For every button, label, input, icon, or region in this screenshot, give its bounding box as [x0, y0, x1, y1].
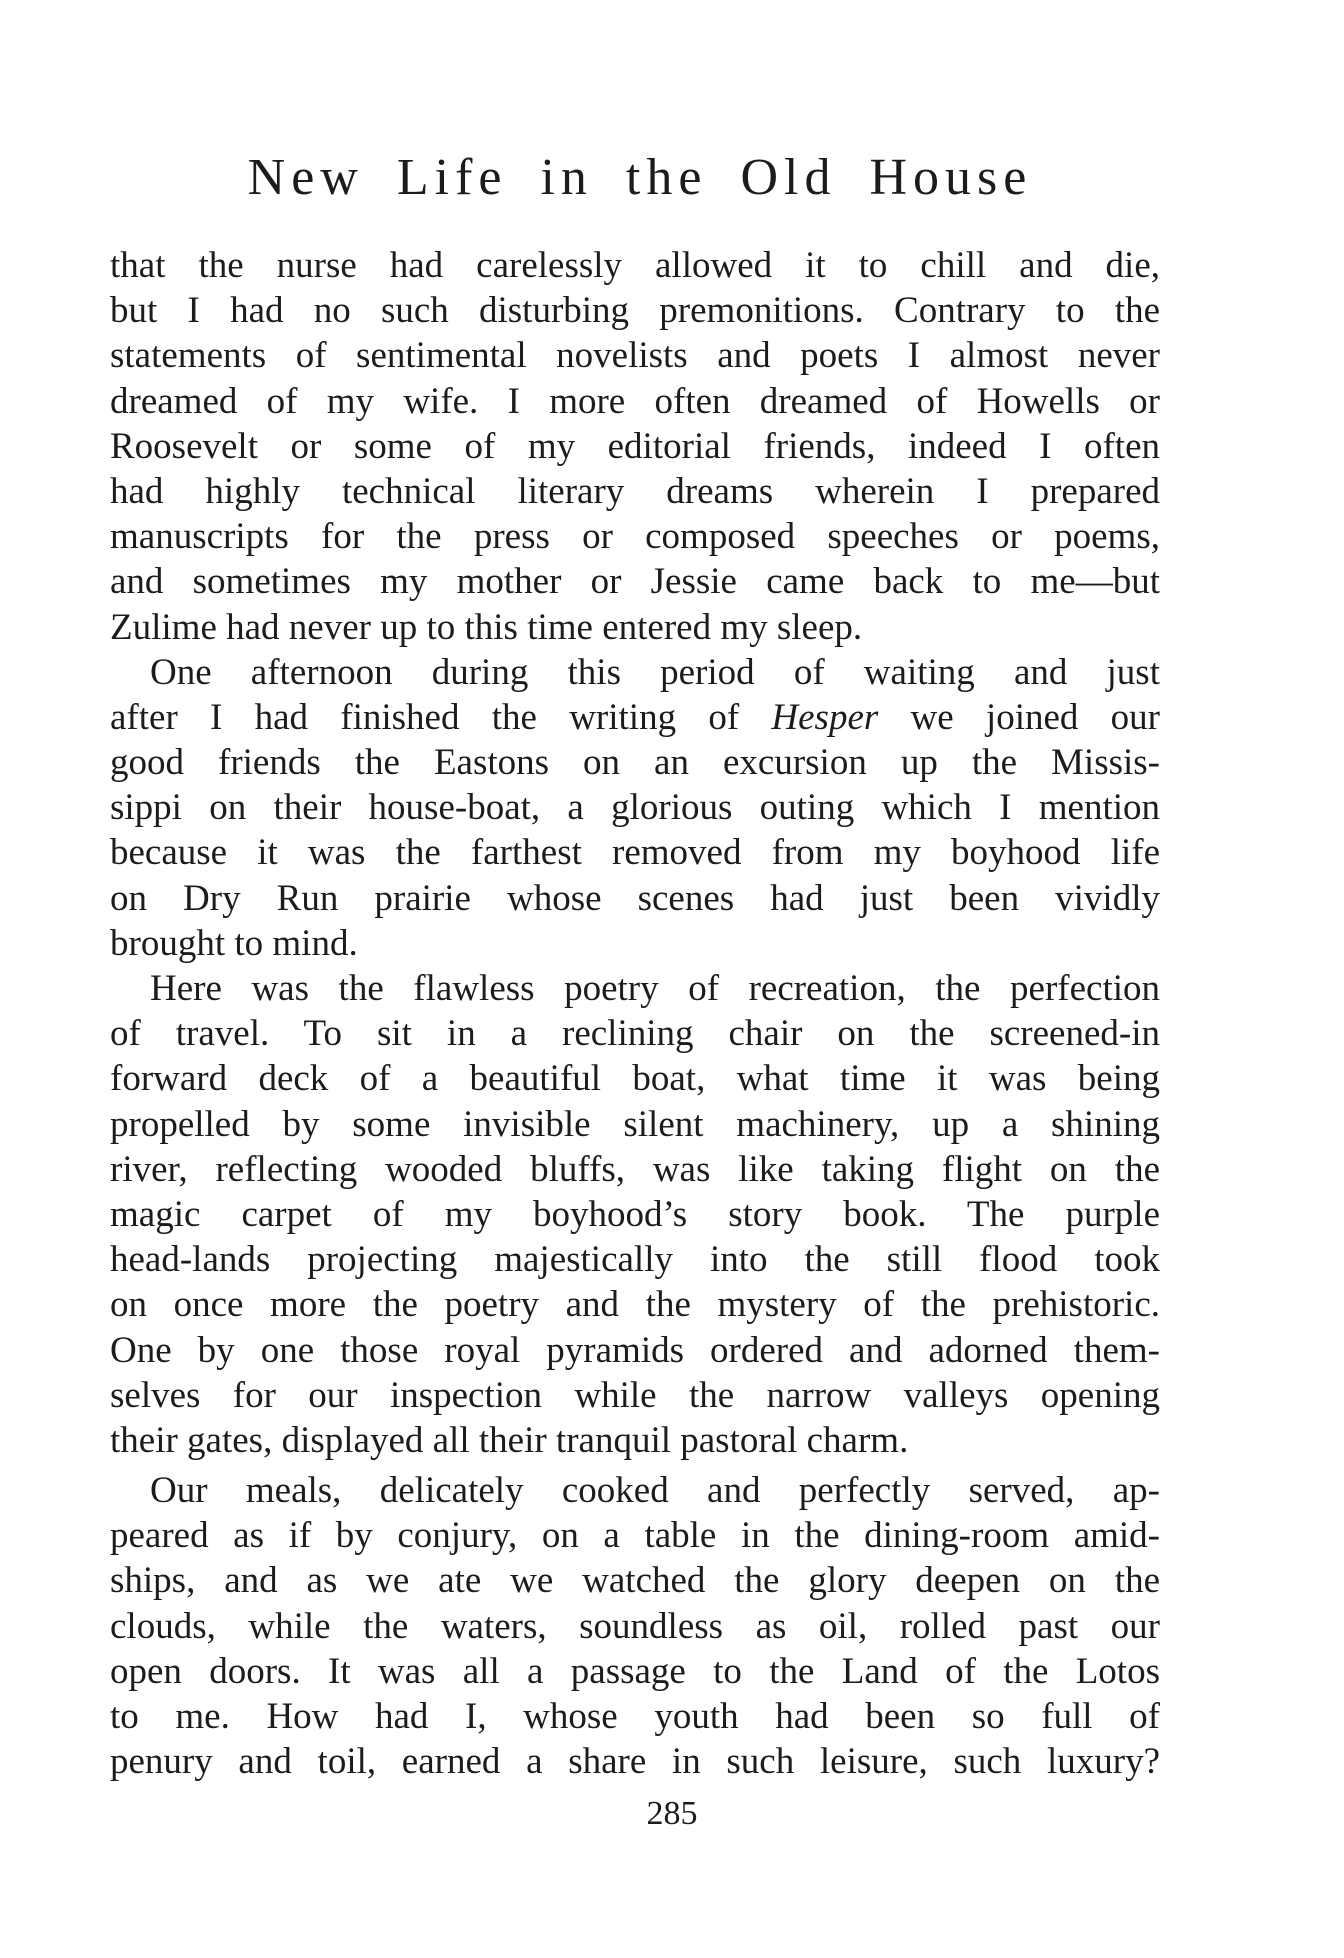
text-line: statements of sentimental novelists and poets I almost never	[110, 335, 1160, 377]
text-line: their gates, displayed all their tranquil pastoral charm.	[110, 1419, 909, 1461]
text-line: Roosevelt or some of my editorial friends, indeed I often	[110, 425, 1160, 467]
text-line: penury and toil, earned a share in such leisure, such luxury?	[110, 1741, 1160, 1783]
text-line: clouds, while the waters, soundless as oil, rolled past our	[110, 1605, 1160, 1647]
text-fragment: we joined our	[878, 696, 1160, 738]
text-line: sippi on their house-boat, a glorious outing which I mention	[110, 787, 1160, 829]
book-title-hesper: Hesper	[771, 696, 879, 738]
text-line: and sometimes my mother or Jessie came back to me—but	[110, 561, 1160, 603]
body-text	[110, 243, 1160, 1784]
text-line: forward deck of a beautiful boat, what time it was being	[110, 1058, 1160, 1100]
text-line: brought to mind.	[110, 922, 358, 964]
text-line: had highly technical literary dreams wherein I prepared	[110, 470, 1160, 512]
paragraph-1	[110, 243, 1160, 650]
text-line: Here was the flawless poetry of recreation, the perfection	[150, 968, 1160, 1009]
text-line: river, reflecting wooded bluffs, was like taking flight on the	[110, 1148, 1160, 1190]
text-line: of travel. To sit in a reclining chair on the screened-in	[110, 1013, 1160, 1055]
page-number: 285	[646, 1795, 698, 1832]
text-line: head-lands projecting majestically into the still flood took	[110, 1239, 1160, 1281]
text-line: on once more the poetry and the mystery of the prehistoric.	[110, 1284, 1160, 1326]
text-line: on Dry Run prairie whose scenes had just been vividly	[110, 877, 1160, 919]
text-line: selves for our inspection while the narrow valleys opening	[110, 1374, 1160, 1416]
running-title: New Life in the Old House	[247, 149, 1033, 206]
text-line: but I had no such disturbing premonitions. Contrary to the	[110, 290, 1160, 332]
text-line: peared as if by conjury, on a table in the dining-room amid-	[110, 1515, 1160, 1557]
paragraph-4	[110, 1468, 1160, 1784]
text-line: that the nurse had carelessly allowed it to chill and die,	[110, 245, 1160, 286]
paragraph-2	[110, 650, 1160, 966]
text-line: Our meals, delicately cooked and perfectly served, ap-	[150, 1470, 1160, 1512]
text-line: manuscripts for the press or composed speeches or poems,	[110, 516, 1160, 558]
text-line: good friends the Eastons on an excursion up the Missis-	[110, 742, 1160, 784]
text-line: One afternoon during this period of waiting and just	[150, 651, 1160, 693]
text-line: to me. How had I, whose youth had been so full of	[110, 1696, 1160, 1737]
text-line: Zulime had never up to this time entered my sleep.	[110, 606, 863, 648]
text-line: open doors. It was all a passage to the Land of the Lotos	[110, 1650, 1160, 1692]
text-fragment: after I had finished the writing of	[110, 696, 772, 738]
text-line: dreamed of my wife. I more often dreamed of Howells or	[110, 380, 1160, 422]
text-line: because it was the farthest removed from my boyhood life	[110, 832, 1160, 874]
paragraph-3	[110, 966, 1160, 1463]
text-line: propelled by some invisible silent machinery, up a shining	[110, 1103, 1160, 1145]
text-line-with-title	[110, 695, 1160, 740]
text-line: magic carpet of my boyhood’s story book. The purple	[110, 1193, 1160, 1235]
text-line: ships, and as we ate we watched the glory deepen on the	[110, 1560, 1160, 1602]
text-line: One by one those royal pyramids ordered and adorned them-	[110, 1329, 1160, 1371]
